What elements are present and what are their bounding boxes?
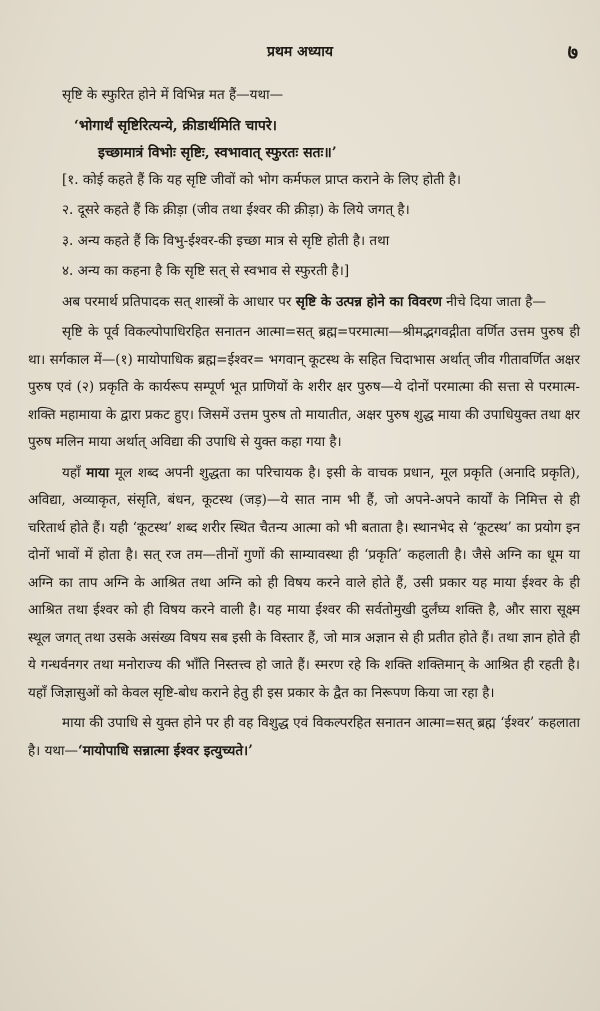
bold-word-maya: माया bbox=[86, 464, 110, 481]
intro-paragraph: सृष्टि के स्फुरित होने में विभिन्न मत हैं—यथा— bbox=[62, 87, 284, 103]
verse-line-1: ‘भोगार्थं सृष्टिरित्यन्ये, क्रीडार्थमिति चापरे। bbox=[74, 117, 277, 134]
paragraph-maya bbox=[28, 460, 580, 708]
list-item-3: ३. अन्य कहते हैं कि विभु-ईश्वर-की इच्छा मात्र से सृष्टि होती है। तथा bbox=[62, 232, 390, 249]
list-item-2: २. दूसरे कहते हैं कि क्रीड़ा (जीव तथा ईश्वर की क्रीड़ा) के लिये जगत् है। bbox=[62, 202, 410, 218]
paragraph-text: माया की उपाधि से युक्त होने पर ही वह विशुद्ध एवं विकल्परहित सनातन आत्मा=सत् ब्रह्म ‘ईश्वर’ कहलाता है। यथा— bbox=[28, 715, 580, 759]
paragraph-ishvara bbox=[28, 710, 580, 765]
chapter-title: प्रथम अध्याय bbox=[267, 44, 333, 60]
page-header bbox=[0, 40, 600, 62]
page-number: ७ bbox=[567, 40, 578, 64]
bold-quote: ‘मायोपाधि सन्नात्मा ईश्वर इत्युच्यते।’ bbox=[78, 742, 253, 759]
paragraph-creation-intro bbox=[28, 289, 580, 317]
list-item-4: ४. अन्य का कहना है कि सृष्टि सत् से स्वभाव से स्फुरती है।] bbox=[62, 263, 350, 279]
page-body bbox=[28, 82, 580, 768]
paragraph-text: मूल शब्द अपनी शुद्धता का परिचायक है। इसी के वाचक प्रधान, मूल प्रकृति (अनादि प्रकृति), अविद्या, अव्याकृत, संसृति, बंधन, कूटस्थ (जड़)—ये सात नाम भी हैं, जो अपने-अपने कार्यों के निमित्त से ही चरितार्थ होते हैं। यही ‘कूटस्थ’ शब्द शरीर स्थित चैतन्य आत्मा को भी बताता है। स्थानभेद से ‘कूटस्थ’ का प्रयोग इन दोनों भावों में होता है। सत् रज तम—तीनों गुणों की साम्यावस्था ही ‘प्रकृति’ कहलाती है। जैसे अग्नि का धूम या अग्नि का ताप अग्नि के आश्रित तथा अग्नि को ही विषय करने वाले होते हैं, उसी प्रकार यह माया ईश्वर के ही आश्रित तथा ईश्वर को ही विषय करने वाली है। यह माया ईश्वर की सर्वतोमुखी दुर्लंघ्य शक्ति है, और सारा सूक्ष्म स्थूल जगत् तथा उसके असंख्य विषय सब इसी के विस्तार हैं, जो मात्र अज्ञान से ही प्रतीत होते हैं। तथा ज्ञान होते ही ये गन्धर्वनगर तथा मनोराज्य की भाँति निस्तत्त्व हो जाते हैं। स्मरण रहे कि शक्ति शक्तिमान् के आश्रित ही रहती है। यहाँ जिज्ञासुओं को केवल सृष्टि-बोध कराने हेतु ही इस प्रकार के द्वैत का निरूपण किया जा रहा है। bbox=[28, 464, 580, 701]
verse-line-2: इच्छामात्रं विभोः सृष्टिः, स्वभावात् स्फुरतः सतः॥’ bbox=[98, 144, 337, 161]
bold-phrase: सृष्टि के उत्पन्न होने का विवरण bbox=[295, 293, 442, 310]
list-item-1: [१. कोई कहते हैं कि यह सृष्टि जीवों को भोग कर्मफल प्राप्त कराने के लिए होती है। bbox=[62, 171, 462, 188]
paragraph-text: नीचे दिया जाता है— bbox=[441, 293, 546, 310]
paragraph-text: अब परमार्थ प्रतिपादक सत् शास्त्रों के आधार पर bbox=[62, 293, 296, 310]
paragraph-before-creation: सृष्टि के पूर्व विकल्पोपाधिरहित सनातन आत्मा=सत् ब्रह्म=परमात्मा—श्रीमद्भगवद्गीता वर्णित उत्तम पुरुष ही था। सर्गकाल में—(१) मायोपाधिक ब्रह्म=ईश्वर= भगवान् कूटस्थ के सहित चिदाभास अर्थात् जीव गीतावर्णित अक्षर पुरुष एवं (२) प्रकृति के कार्यरूप सम्पूर्ण भूत प्राणियों के शरीर क्षर पुरुष—ये दोनों परमात्मा की सत्ता से परमात्म-शक्ति महामाया के द्वारा प्रकट हुए। जिसमें उत्तम पुरुष तो मायातीत, अक्षर पुरुष शुद्ध माया की उपाधियुक्त तथा क्षर पुरुष मलिन माया अर्थात् अविद्या की उपाधि से युक्त कहा गया है। bbox=[28, 324, 580, 450]
paragraph-text: यहाँ bbox=[62, 464, 87, 481]
